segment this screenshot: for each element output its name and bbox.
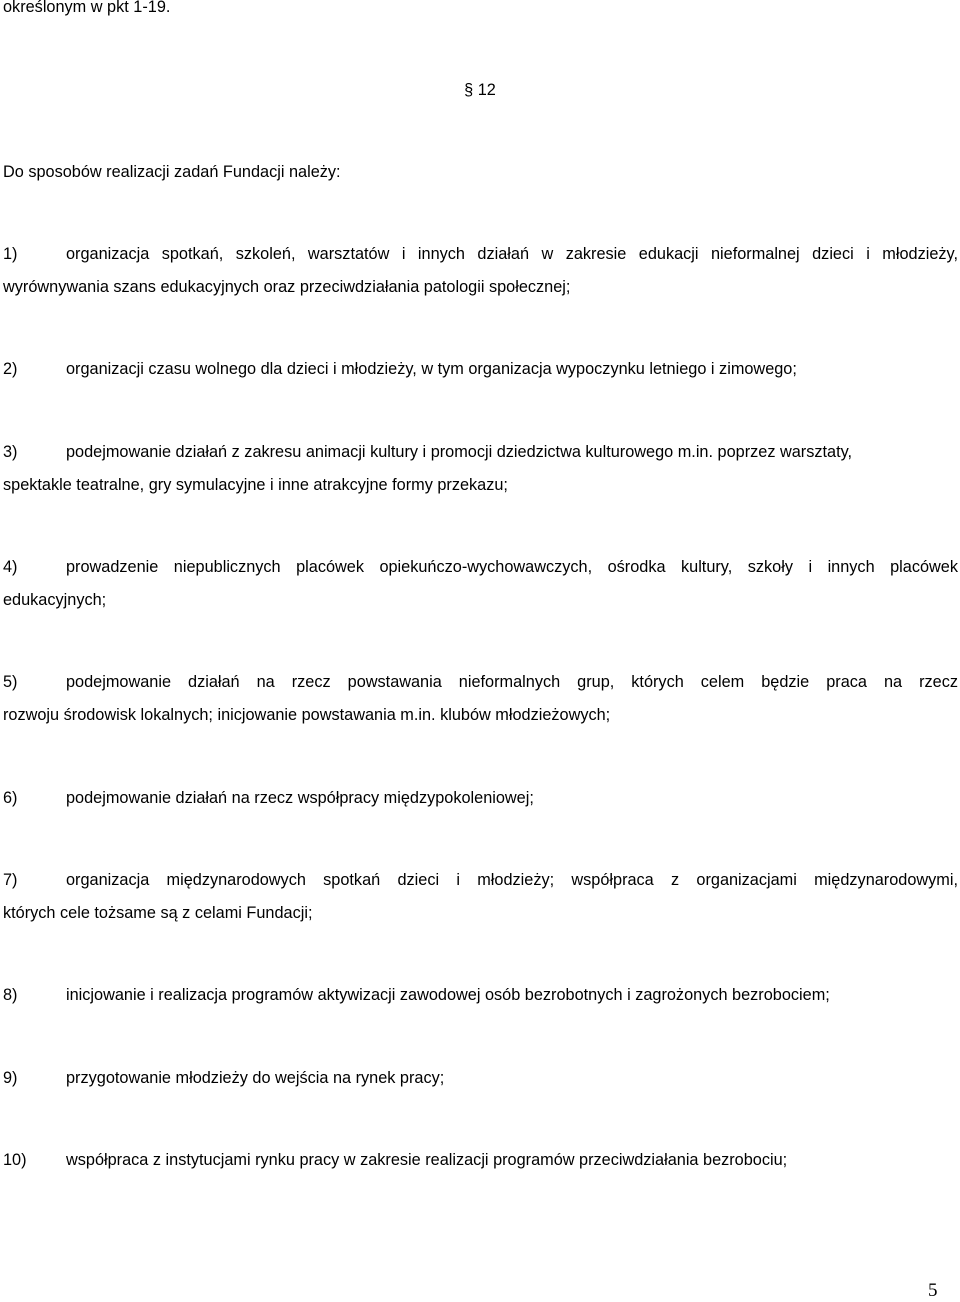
intro-fragment: określonym w pkt 1-19. (3, 0, 171, 16)
list-item-number: 9) (3, 1069, 18, 1087)
list-item-text: przygotowanie młodzieży do wejścia na rynek pracy; (66, 1069, 445, 1087)
list-item-4-line1 (3, 557, 958, 577)
list-item-7-line1 (3, 870, 958, 890)
list-item-4-line2: edukacyjnych; (3, 591, 107, 609)
lead-text: Do sposobów realizacji zadań Fundacji należy: (3, 163, 341, 181)
list-item-6 (3, 788, 534, 808)
page-number: 5 (928, 1280, 938, 1301)
list-item-number: 7) (3, 871, 18, 889)
list-item-10 (3, 1150, 787, 1170)
list-item-number: 2) (3, 360, 18, 378)
list-item-8 (3, 985, 830, 1005)
list-item-number: 1) (3, 245, 18, 263)
list-item-text: organizacja międzynarodowych spotkań dzieci i młodzieży; współpraca z organizacjami międzynarodowymi, (66, 871, 958, 889)
list-item-text: podejmowanie działań na rzecz współpracy międzypokoleniowej; (66, 789, 534, 807)
list-item-text: podejmowanie działań z zakresu animacji kultury i promocji dziedzictwa kulturowego m.in. poprzez warsztaty, (66, 443, 853, 461)
list-item-7-line2: których cele tożsame są z celami Fundacji; (3, 904, 313, 922)
list-item-text: organizacji czasu wolnego dla dzieci i młodzieży, w tym organizacja wypoczynku letniego i zimowego; (66, 360, 797, 378)
list-item-2 (3, 359, 797, 379)
list-item-3-line2: spektakle teatralne, gry symulacyjne i inne atrakcyjne formy przekazu; (3, 476, 508, 494)
list-item-number: 10) (3, 1151, 27, 1169)
list-item-text: inicjowanie i realizacja programów aktywizacji zawodowej osób bezrobotnych i zagrożonych bezrobociem; (66, 986, 830, 1004)
list-item-1-line1 (3, 244, 958, 264)
list-item-number: 5) (3, 673, 18, 691)
list-item-5-line2: rozwoju środowisk lokalnych; inicjowanie powstawania m.in. klubów młodzieżowych; (3, 706, 611, 724)
list-item-number: 8) (3, 986, 18, 1004)
list-item-text: podejmowanie działań na rzecz powstawania nieformalnych grup, których celem będzie praca na rzecz (66, 673, 958, 691)
list-item-1-line2: wyrównywania szans edukacyjnych oraz przeciwdziałania patologii społecznej; (3, 278, 571, 296)
section-header: § 12 (464, 81, 496, 99)
list-item-number: 6) (3, 789, 18, 807)
list-item-text: organizacja spotkań, szkoleń, warsztatów i innych działań w zakresie edukacji nieformalnej dzieci i młodzieży, (66, 245, 958, 263)
list-item-5-line1 (3, 672, 958, 692)
list-item-text: prowadzenie niepublicznych placówek opiekuńczo-wychowawczych, ośrodka kultury, szkoły i innych placówek (66, 558, 958, 576)
list-item-number: 4) (3, 558, 18, 576)
list-item-3-line1 (3, 442, 852, 462)
list-item-text: współpraca z instytucjami rynku pracy w zakresie realizacji programów przeciwdziałania bezrobociu; (66, 1151, 788, 1169)
list-item-number: 3) (3, 443, 18, 461)
list-item-9 (3, 1068, 444, 1088)
